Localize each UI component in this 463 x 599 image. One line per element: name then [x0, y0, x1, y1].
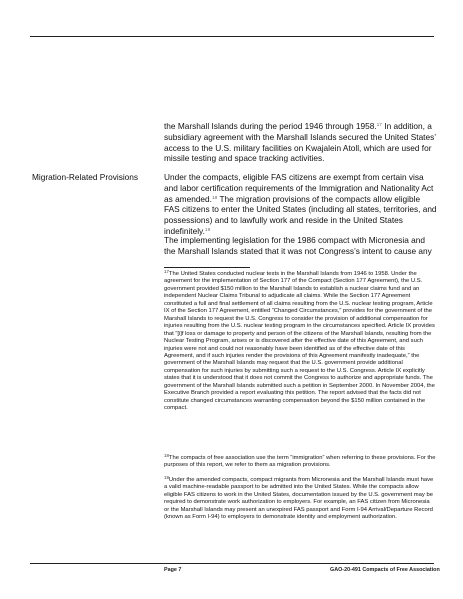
footnote-separator: [164, 267, 250, 268]
footnote-18: $^{18}$The compacts of free association use the term “immigration” when referring to these provisions. For the purposes of this report, we refer to them as migration provisions.: [164, 453, 436, 469]
footer-rule: [30, 563, 434, 564]
paragraph-1: the Marshall Islands during the period 1946 through 1958.17 In addition, a subsidiary agreement with the Marshall Islands secured the United States’ access to the U.S. military facilities on Kwajalein Atoll, which are used for missile testing and space tracking activities.: [164, 121, 436, 164]
footnote-number: 19: [164, 475, 169, 480]
footnote-19: $^{19}$Under the amended compacts, compact migrants from Micronesia and the Marshall Islands must have a valid machine-readable passport to be admitted into the United States. While the compacts allow eligible FAS citizens to work in the United States, documentation issued by the U.S. government may be required to demonstrate work authorization to employers. For example, an FAS citizen from Micronesia or the Marshall Islands may present an unexpired FAS passport and Form I-94 Arrival/Departure Record (known as Form I-94) to employers to demonstrate identity and employment authorization.: [164, 475, 434, 521]
header-rule: [30, 36, 434, 37]
footnote-number: 18: [164, 453, 169, 458]
paragraph-2: Under the compacts, eligible FAS citizens are exempt from certain visa and labor certification requirements of the Immigration and Nationality Act as amended.$^{18}$ The migration provisions of the compacts allow eligible FAS citizens to enter the United States (including all states, territories, and possessions) and to lawfully work and reside in the United States indefinitely.$^{19}$: [164, 172, 437, 236]
footnote-ref-17[interactable]: 17: [376, 123, 382, 128]
paragraph-3: The implementing legislation for the 1986 compact with Micronesia and the Marshall Islands stated that it was not Congress’s intent to cause any: [164, 235, 432, 256]
footnote-ref-19[interactable]: 19: [204, 227, 211, 233]
footnote-17: $^{17}$The United States conducted nuclear tests in the Marshall Islands from 1946 to 1958. Under the agreement for the implementation of Section 177 of the Compact (Section 177 Agreement), the U.S. government provided $150 million to the Marshall Islands to establish a nuclear claims fund and an independent Nuclear Claims Tribunal to adjudicate all claims. While the Section 177 Agreement constituted a full and final settlement of all claims resulting from the U.S. nuclear testing program, Article IX of the Section 177 Agreement, entitled “Changed Circumstances,” provides for the government of the Marshall Islands to request the U.S. Congress to consider the provision of additional compensation for injuries resulting from the U.S. nuclear testing program in the circumstances specified. Article IX provides that “[i]f loss or damage to property and person of the citizens of the Marshall Islands, resulting from the Nuclear Testing Program, arises or is discovered after the effective date of this Agreement, and such injuries were not and could not reasonably have been identified as of the effective date of this Agreement, and if such injuries render the provisions of this Agreement manifestly inadequate,” the government of the Marshall Islands may request that the U.S. government provide additional compensation for such injuries by submitting such a request to the U.S. Congress. Article IX explicitly states that it is understood that it does not commit the Congress to authorize and appropriate funds. The government of the Marshall Islands submitted such a petition in September 2000. In November 2004, the Executive Branch provided a report evaluating this petition. The report advised that the facts did not constitute changed circumstances warranting compensation beyond the $150 million contained in the compact.: [164, 269, 435, 412]
side-heading: Migration-Related Provisions: [32, 172, 139, 182]
report-title: GAO-20-491 Compacts of Free Association: [330, 567, 440, 573]
footnote-number: 17: [164, 269, 169, 274]
page-number: Page 7: [164, 567, 182, 573]
footnote-ref-18[interactable]: 18: [211, 195, 218, 201]
